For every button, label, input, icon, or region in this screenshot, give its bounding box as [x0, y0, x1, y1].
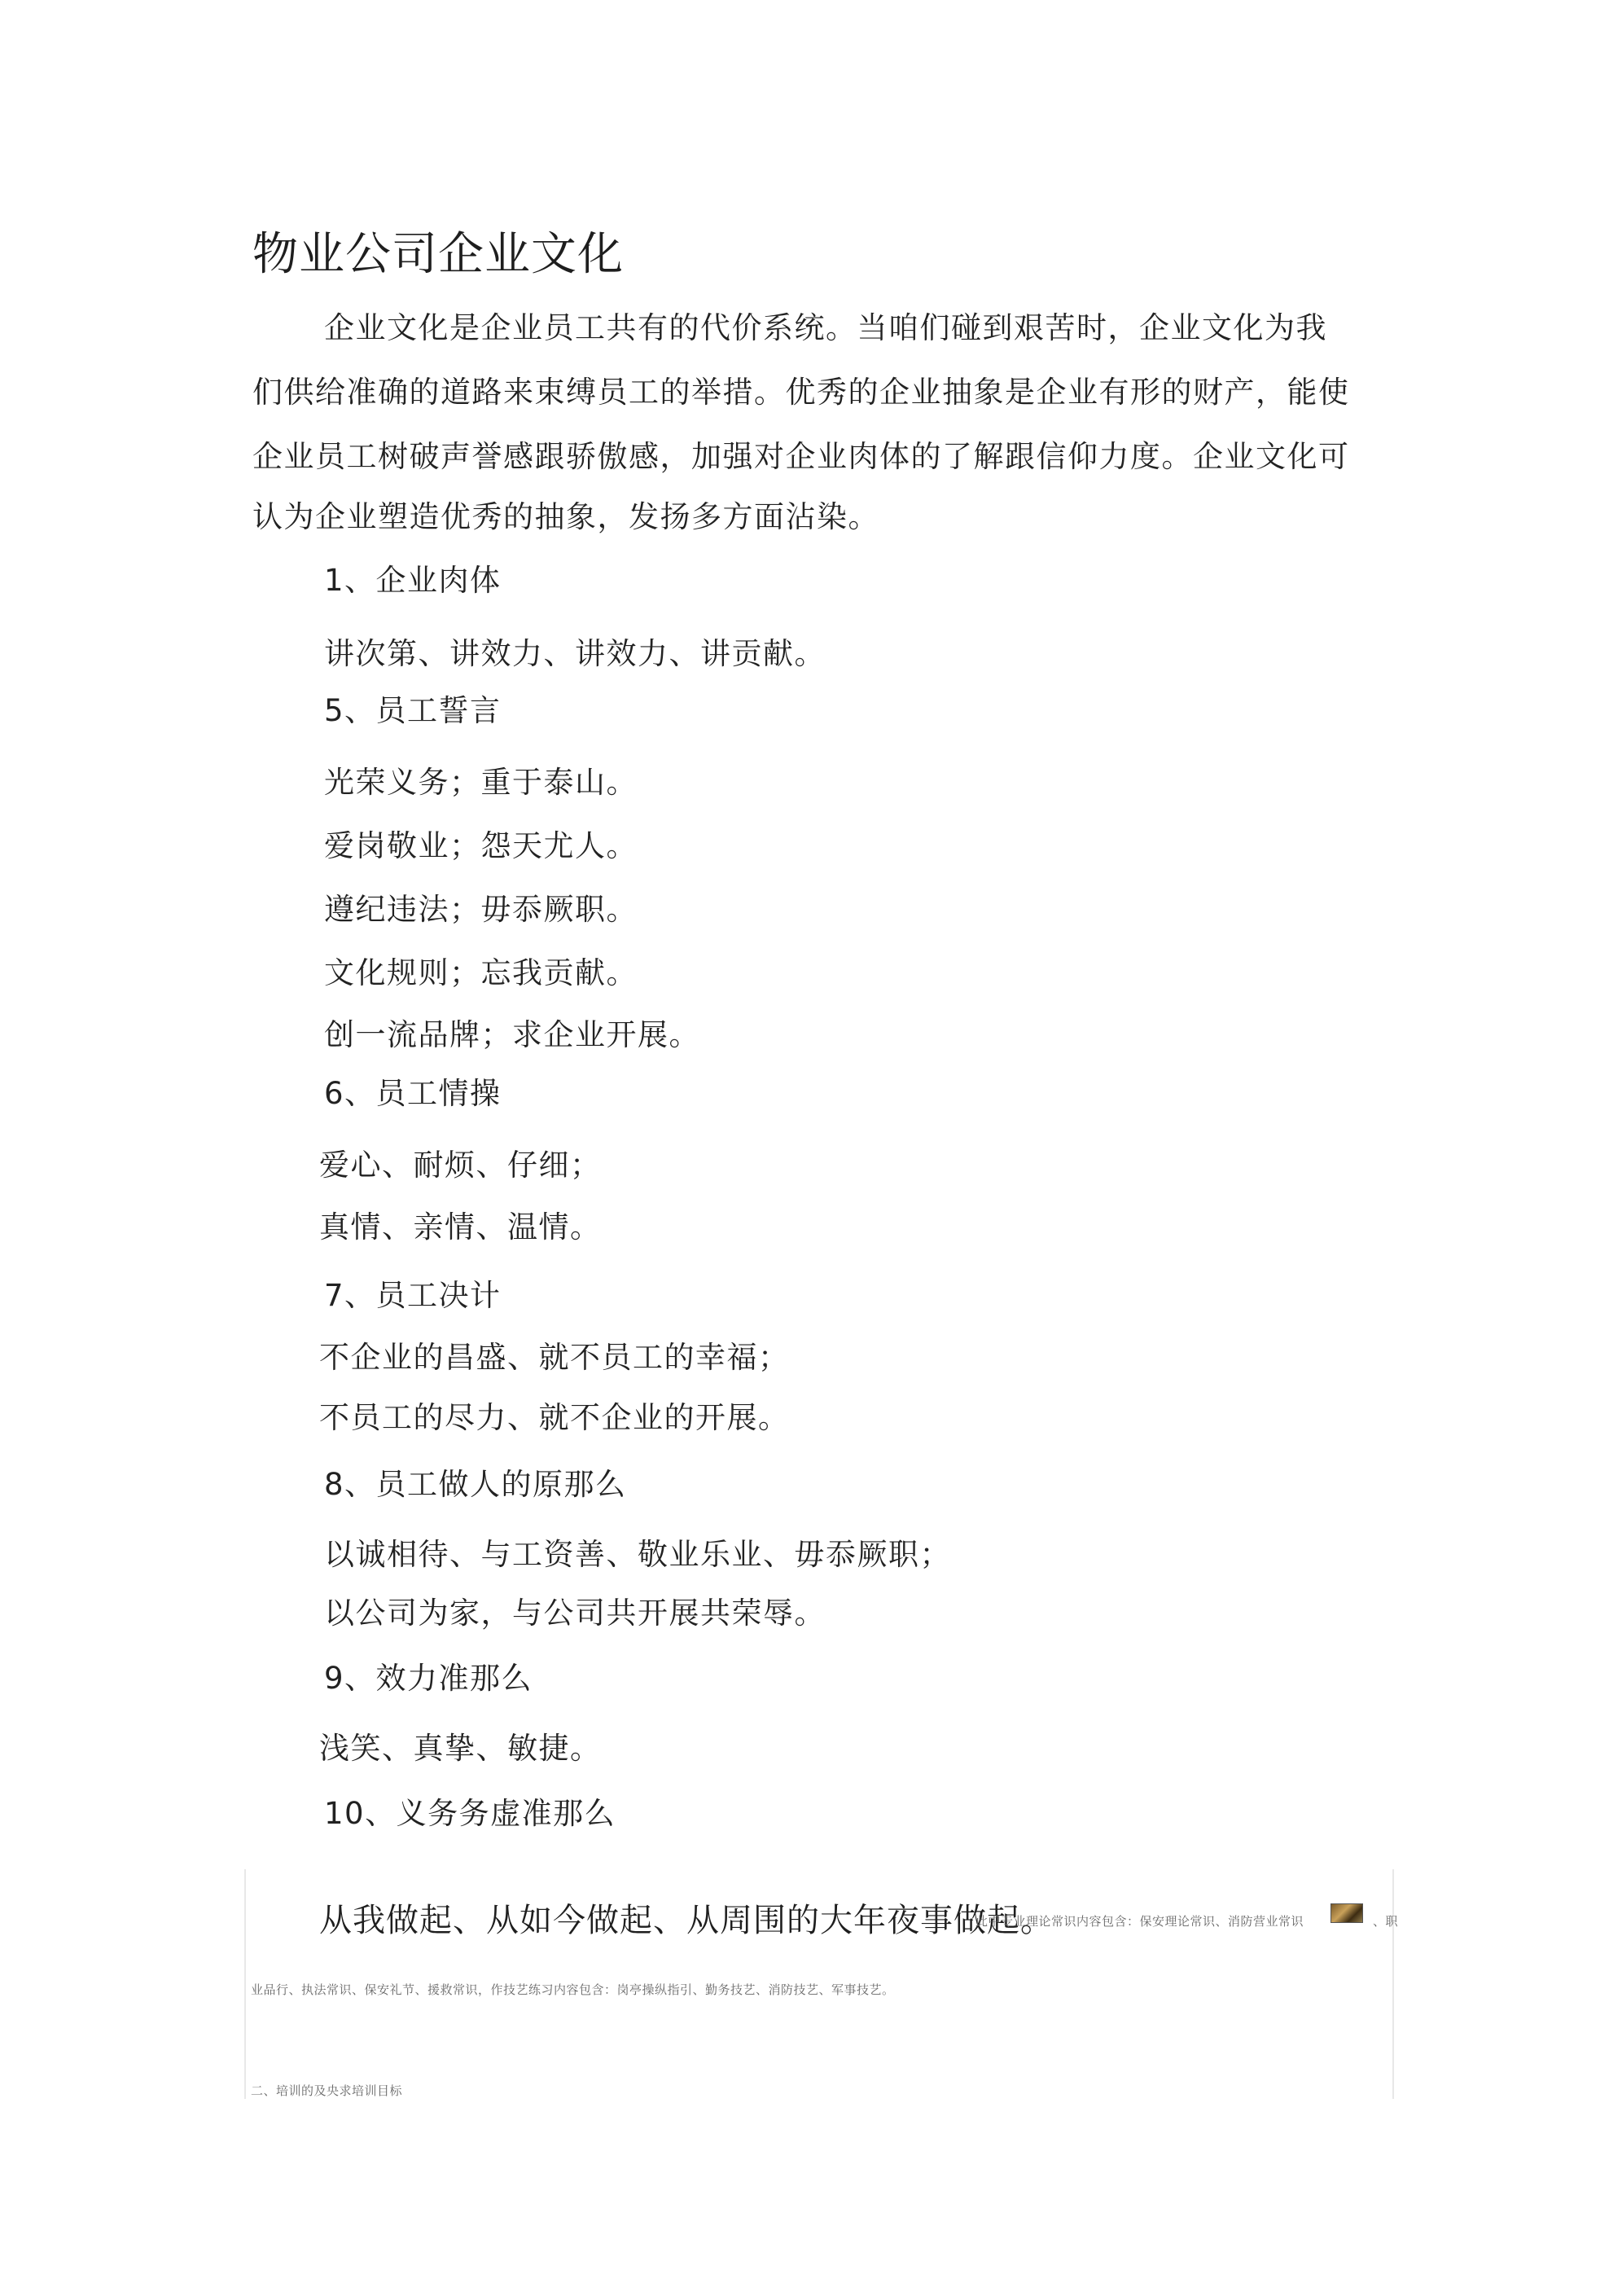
section-7-line-1: 不企业的昌盛、就不员工的幸福；: [319, 1340, 790, 1375]
snippet-small-text-3: 二、培训的及央求培训目标: [251, 2083, 403, 2098]
section-8-line-1: 以诚相待、与工资善、敬业乐业、毋忝厥职；: [324, 1537, 951, 1572]
section-5-line-2: 爱岗敬业；怨天尤人。: [324, 828, 638, 863]
section-5-line-5: 创一流品牌；求企业开展。: [324, 1017, 700, 1052]
intro-line-4: 认为企业塑造优秀的抽象，发扬多方面沾染。: [252, 499, 879, 534]
section-heading-6: 6、员工情操: [324, 1076, 502, 1111]
section-heading-7: 7、员工决计: [324, 1278, 502, 1313]
snippet-small-text-1: 此中专业理论常识内容包含：保安理论常识、消防营业常识: [975, 1914, 1304, 1929]
section-6-line-2: 真情、亲情、温情。: [319, 1209, 602, 1245]
section-heading-10: 10、义务务虚准那么: [324, 1796, 616, 1831]
section-8-line-2: 以公司为家，与公司共开展共荣辱。: [324, 1596, 826, 1631]
section-7-line-2: 不员工的尽力、就不企业的开展。: [319, 1400, 790, 1435]
section-heading-5: 5、员工誓言: [324, 693, 502, 728]
section-5-line-4: 文化规则；忘我贡献。: [324, 955, 638, 990]
intro-line-3: 企业员工树破声誉感跟骄傲感，加强对企业肉体的了解跟信仰力度。企业文化可: [252, 439, 1350, 474]
page-title: 物业公司企业文化: [252, 228, 624, 281]
intro-line-1: 企业文化是企业员工共有的代价系统。当咱们碰到艰苦时，企业文化为我: [324, 310, 1327, 345]
section-heading-9: 9、效力准那么: [324, 1661, 533, 1696]
snippet-small-text-1b: 、职: [1373, 1914, 1399, 1929]
snippet-small-text-2: 业品行、执法常识、保安礼节、援救常识，作技艺练习内容包含：岗亭操纵指引、勤务技艺、消防技艺、军事技艺。: [251, 1982, 895, 1997]
snippet-big-text: 从我做起、从如今做起、从周围的大年夜事做起。: [319, 1902, 1054, 1939]
section-heading-8: 8、员工做人的原那么: [324, 1467, 627, 1502]
thumbnail-image: [1330, 1903, 1363, 1923]
section-1-line-1: 讲次第、讲效力、讲效力、讲贡献。: [324, 636, 826, 671]
section-6-line-1: 爱心、耐烦、仔细；: [319, 1148, 602, 1183]
section-9-line-1: 浅笑、真挚、敏捷。: [319, 1731, 602, 1766]
section-heading-1: 1、企业肉体: [324, 563, 502, 598]
section-5-line-3: 遵纪违法；毋忝厥职。: [324, 892, 638, 927]
section-5-line-1: 光荣义务；重于泰山。: [324, 765, 638, 800]
intro-line-2: 们供给准确的道路来束缚员工的举措。优秀的企业抽象是企业有形的财产，能使: [252, 375, 1350, 410]
